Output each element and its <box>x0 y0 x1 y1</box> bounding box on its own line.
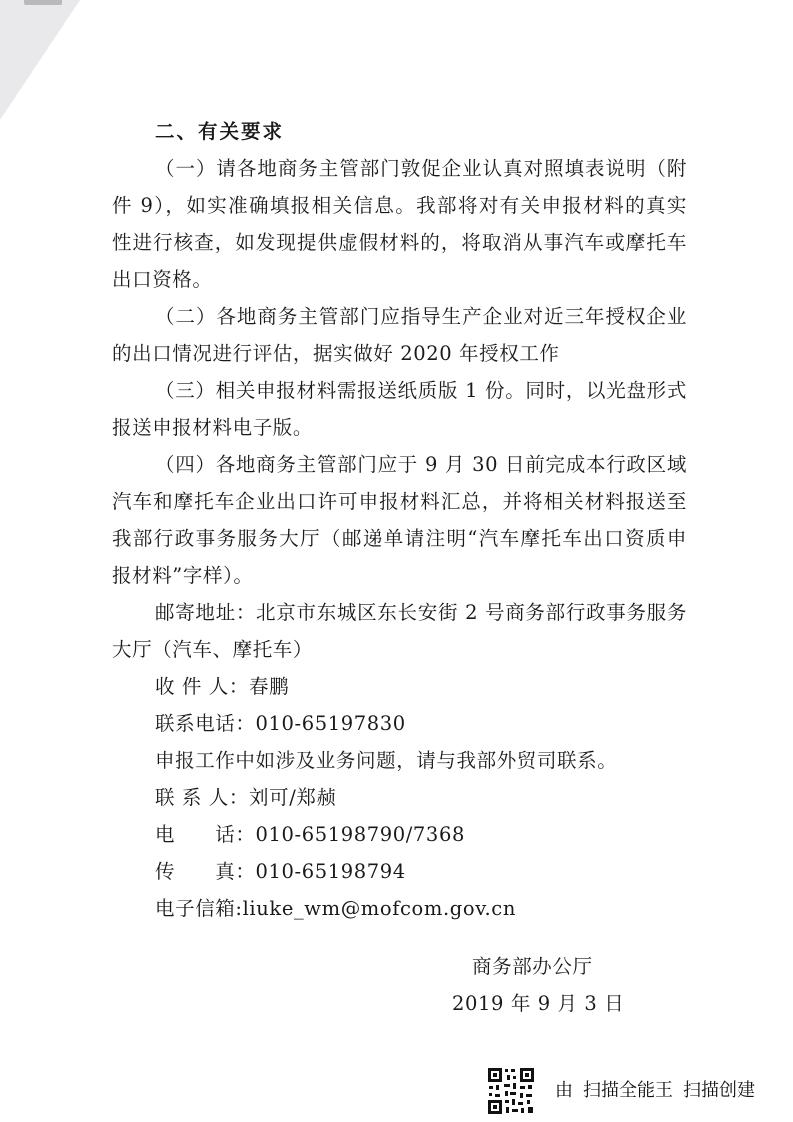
mailing-address-line2: 大厅（汽车、摩托车） <box>112 638 314 661</box>
item1-line3: 性进行核查，如发现提供虚假材料的，将取消从事汽车或摩托车 <box>112 231 687 254</box>
signature-organization: 商务部办公厅 <box>472 955 593 978</box>
recipient: 收 件 人：春鹏 <box>155 675 290 698</box>
item1-line1: （一）请各地商务主管部门敦促企业认真对照填表说明（附 <box>155 157 687 180</box>
item4-line3: 我部行政事务服务大厅（邮递单请注明“汽车摩托车出口资质申 <box>112 527 687 550</box>
item3-line1: （三）相关申报材料需报送纸质版 1 份。同时，以光盘形式 <box>155 379 687 402</box>
scanner-watermark-text <box>555 1079 765 1103</box>
watermark-action: 扫描创建 <box>683 1080 755 1101</box>
item1-line2: 件 9），如实准确填报相关信息。我部将对有关申报材料的真实 <box>112 194 687 217</box>
contact-email: 电子信箱:liuke_wm@mofcom.gov.cn <box>155 897 516 920</box>
signature-date: 2019 年 9 月 3 日 <box>452 992 625 1015</box>
scanner-watermark <box>487 1067 787 1115</box>
item4-line4: 报材料”字样）。 <box>112 564 254 587</box>
contact-fax: 传 真：010-65198794 <box>155 860 406 883</box>
section-heading: 二、有关要求 <box>155 120 285 143</box>
item4-line2: 汽车和摩托车企业出口许可申报材料汇总，并将相关材料报送至 <box>112 490 687 513</box>
qr-code-icon <box>487 1067 535 1115</box>
contact-phone: 电 话：010-65198790/7368 <box>155 823 465 846</box>
item1-line4: 出口资格。 <box>112 268 213 291</box>
item2-line2: 的出口情况进行评估，据实做好 2020 年授权工作 <box>112 342 560 365</box>
recipient-phone: 联系电话：010-65197830 <box>155 712 406 735</box>
item4-line1: （四）各地商务主管部门应于 9 月 30 日前完成本行政区域 <box>155 453 687 476</box>
inquiry-note: 申报工作中如涉及业务问题，请与我部外贸司联系。 <box>155 749 618 772</box>
contact-person: 联 系 人：刘可/郑赪 <box>155 786 337 809</box>
mailing-address-line1: 邮寄地址：北京市东城区东长安街 2 号商务部行政事务服务 <box>155 601 687 624</box>
item2-line1: （二）各地商务主管部门应指导生产企业对近三年授权企业 <box>155 305 687 328</box>
item3-line2: 报送申报材料电子版。 <box>112 416 314 439</box>
watermark-by: 由 <box>555 1080 573 1101</box>
watermark-app-name: 扫描全能王 <box>583 1080 673 1101</box>
